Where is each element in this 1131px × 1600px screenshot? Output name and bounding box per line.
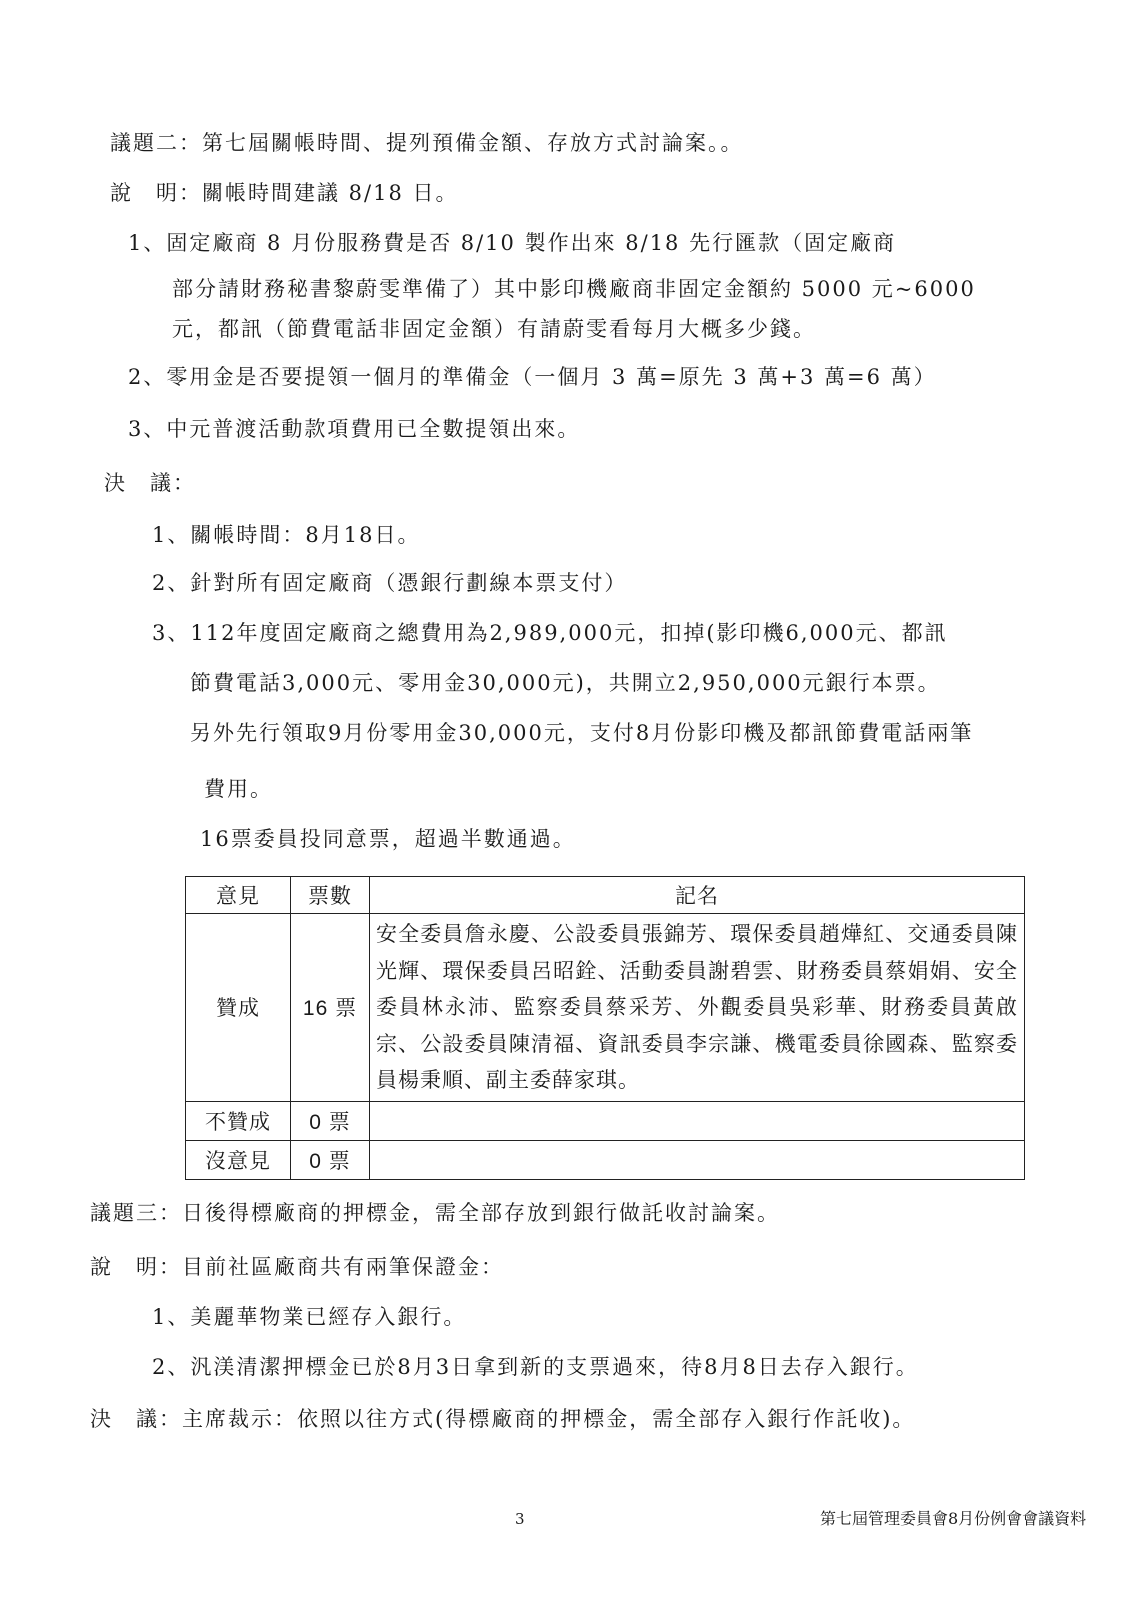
- agenda2-resolution-item-3-cont2: 另外先行領取9月份零用金30,000元，支付8月份影印機及都訊節費電話兩筆: [190, 721, 974, 745]
- opinion-disapprove: 不贊成: [186, 1101, 291, 1140]
- names-disapprove: [370, 1101, 1025, 1140]
- count-abstain: 0 票: [291, 1140, 370, 1179]
- agenda2-vote-summary: 16票委員投同意票，超過半數通過。: [200, 827, 576, 851]
- agenda2-resolution-head: 決 議：: [104, 471, 196, 495]
- document-title: 第七屆管理委員會8月份例會會議資料: [820, 1509, 1087, 1528]
- agenda3-explain-head: 說 明：目前社區廠商共有兩筆保證金：: [90, 1255, 504, 1279]
- count-approve: 16 票: [291, 914, 370, 1102]
- vote-row-disapprove: [186, 1101, 1025, 1140]
- opinion-approve: 贊成: [186, 914, 291, 1102]
- agenda2-resolution-item-2: 2、針對所有固定廠商（憑銀行劃線本票支付）: [152, 571, 628, 595]
- agenda3-explain-item-2: 2、汎渼清潔押標金已於8月3日拿到新的支票過來，待8月8日去存入銀行。: [152, 1355, 919, 1379]
- vote-row-approve: [186, 914, 1025, 1102]
- agenda2-resolution-item-3: 3、112年度固定廠商之總費用為2,989,000元，扣掉(影印機6,000元、都訊: [152, 621, 948, 645]
- names-abstain: [370, 1140, 1025, 1179]
- agenda2-title: 議題二：第七屆關帳時間、提列預備金額、存放方式討論案。。: [110, 131, 744, 155]
- vote-row-abstain: [186, 1140, 1025, 1179]
- agenda2-explain-item-1: 1、固定廠商 8 月份服務費是否 8/10 製作出來 8/18 先行匯款（固定廠商: [128, 231, 897, 255]
- agenda2-explain-head: 說 明：關帳時間建議 8/18 日。: [110, 181, 459, 205]
- header-opinion: 意見: [186, 877, 291, 914]
- agenda2-explain-item-3: 3、中元普渡活動款項費用已全數提領出來。: [128, 417, 581, 441]
- header-count: 票數: [291, 877, 370, 914]
- page-number: 3: [515, 1510, 525, 1528]
- header-names: 記名: [370, 877, 1025, 914]
- count-disapprove: 0 票: [291, 1101, 370, 1140]
- opinion-abstain: 沒意見: [186, 1140, 291, 1179]
- agenda2-resolution-item-1: 1、關帳時間：8月18日。: [152, 523, 421, 547]
- agenda3-explain-item-1: 1、美麗華物業已經存入銀行。: [152, 1305, 467, 1329]
- agenda2-resolution-item-3-cont: 節費電話3,000元、零用金30,000元)，共開立2,950,000元銀行本票。: [190, 671, 941, 695]
- names-approve: 安全委員詹永慶、公設委員張錦芳、環保委員趙燁紅、交通委員陳光輝、環保委員呂昭銓、活動委員謝碧雲、財務委員蔡娟娟、安全委員林永沛、監察委員蔡采芳、外觀委員吳彩華、財務委員黃啟宗、公設委員陳清福、資訊委員李宗謙、機電委員徐國森、監察委員楊秉順、副主委薛家琪。: [370, 914, 1025, 1102]
- vote-table: [185, 876, 1025, 1180]
- agenda2-explain-item-1-cont: 部分請財務秘書黎蔚雯準備了）其中影印機廠商非固定金額約 5000 元~6000: [172, 277, 976, 301]
- agenda2-explain-item-2: 2、零用金是否要提領一個月的準備金（一個月 3 萬=原先 3 萬+3 萬=6 萬）: [128, 365, 937, 389]
- agenda2-resolution-item-3-cont3: 費用。: [204, 777, 273, 801]
- agenda3-title: 議題三：日後得標廠商的押標金，需全部存放到銀行做託收討論案。: [90, 1201, 780, 1225]
- vote-table-header-row: [186, 877, 1025, 914]
- agenda2-explain-item-1-cont2: 元，都訊（節費電話非固定金額）有請蔚雯看每月大概多少錢。: [172, 317, 816, 341]
- agenda3-resolution: 決 議：主席裁示：依照以往方式(得標廠商的押標金，需全部存入銀行作託收)。: [90, 1407, 916, 1431]
